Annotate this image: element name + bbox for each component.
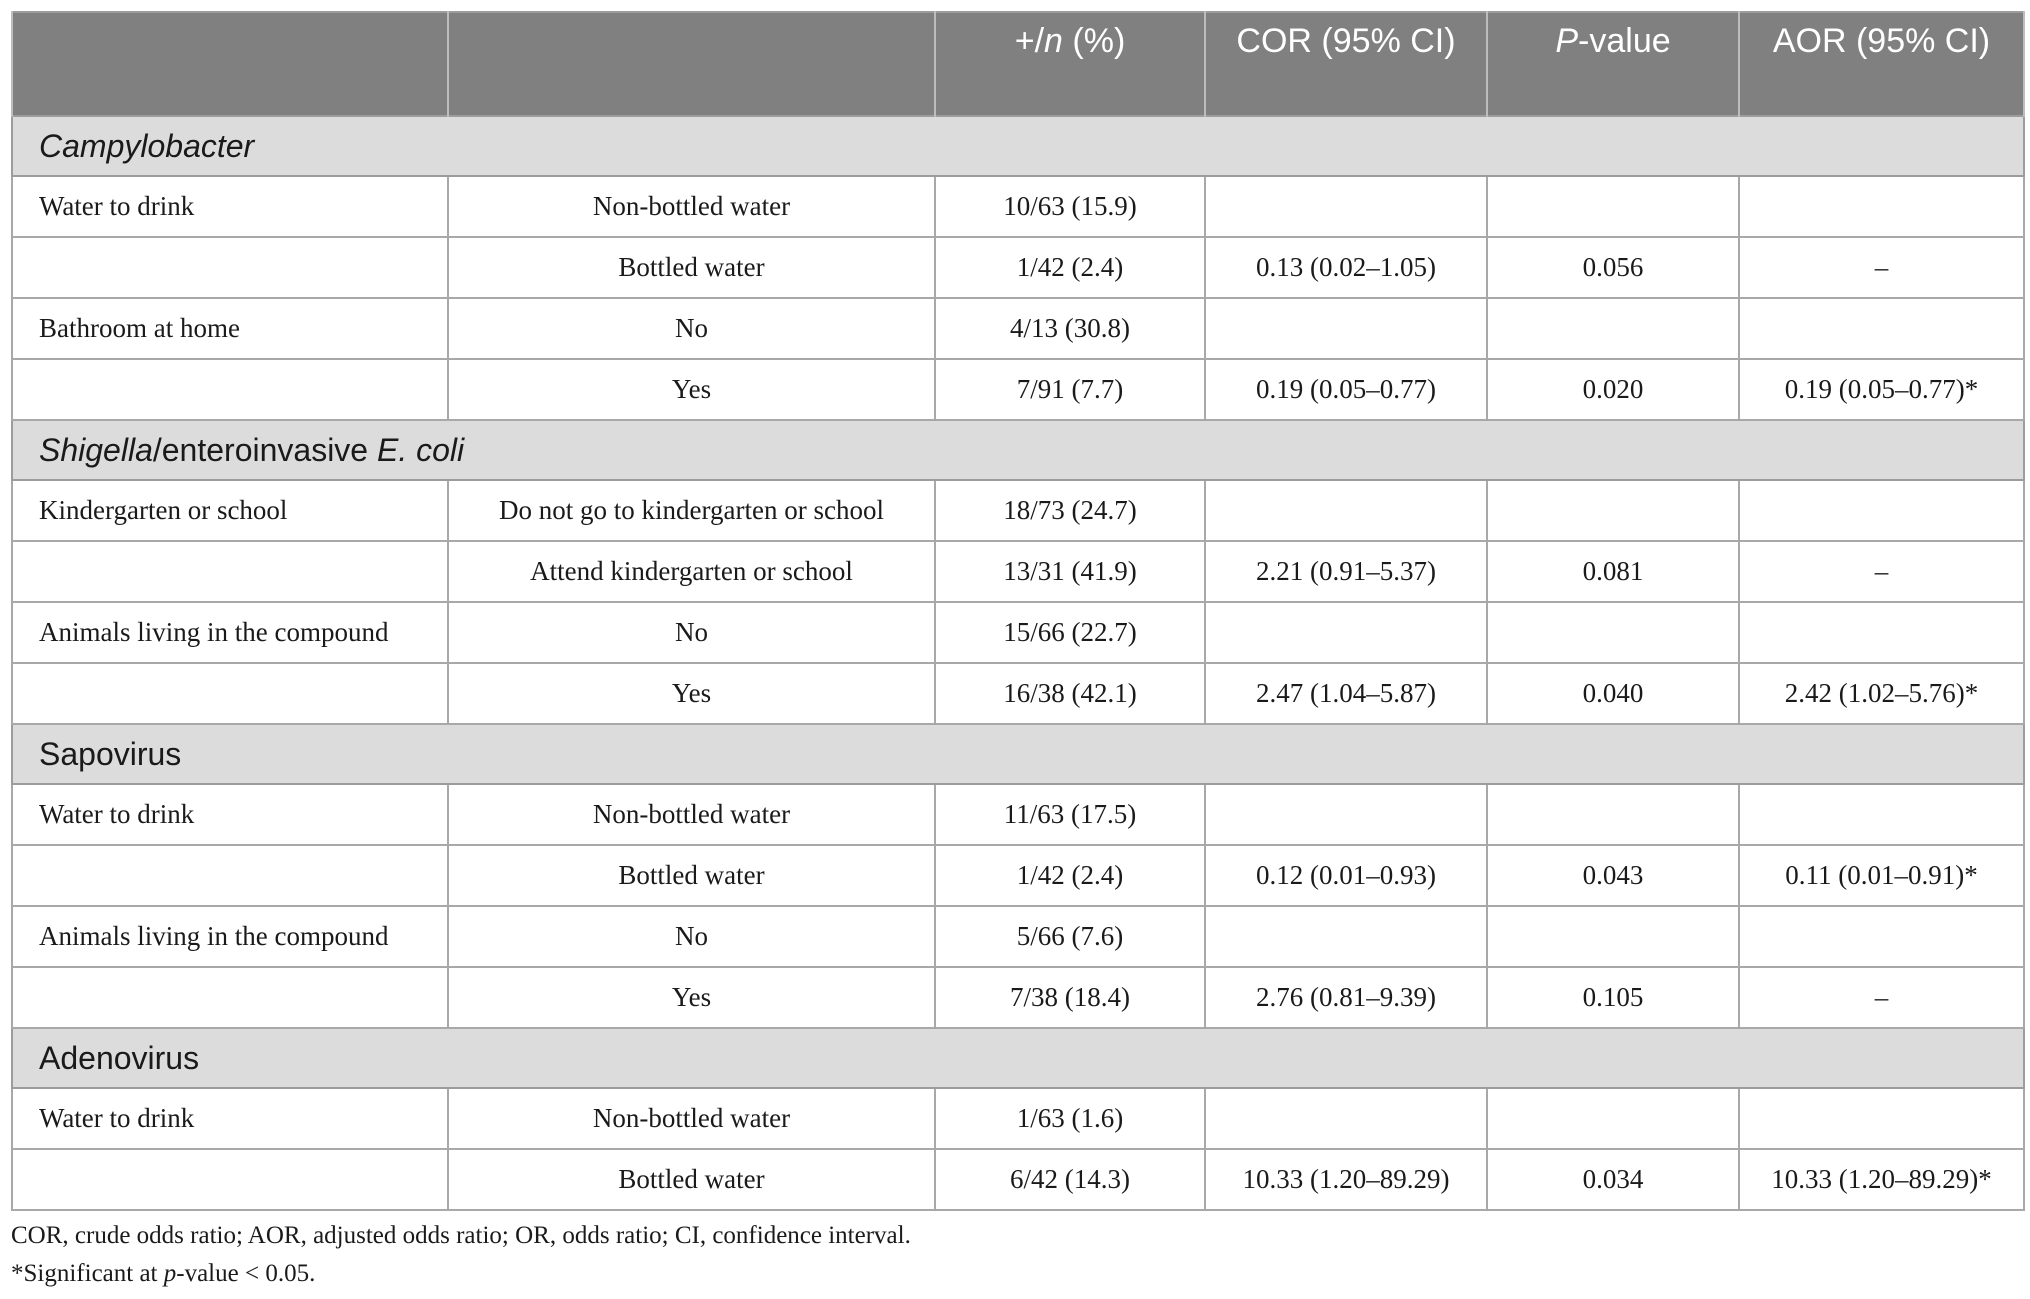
- section-header-row: [12, 420, 2024, 480]
- cell-variable: Kindergarten or school: [12, 480, 448, 541]
- cell-p-value: [1487, 906, 1739, 967]
- cell-variable: Animals living in the compound: [12, 906, 448, 967]
- cell-p-value: [1487, 176, 1739, 237]
- table-row: [12, 541, 2024, 602]
- cell-category: Bottled water: [448, 1149, 935, 1210]
- footnote-abbreviations: COR, crude odds ratio; AOR, adjusted odds ratio; OR, odds ratio; CI, confidence interval.: [11, 1222, 911, 1249]
- table-container: [11, 11, 2023, 1211]
- cell-cor: 2.47 (1.04–5.87): [1205, 663, 1487, 724]
- footnote-significance: [11, 1255, 911, 1293]
- cell-category: Non-bottled water: [448, 1088, 935, 1149]
- cell-variable: [12, 1149, 448, 1210]
- header-p-italic: P: [1555, 22, 1579, 60]
- cell-aor: [1739, 1088, 2024, 1149]
- table-row: [12, 845, 2024, 906]
- cell-aor: [1739, 906, 2024, 967]
- table-row: [12, 176, 2024, 237]
- cell-positive-n: 1/63 (1.6): [935, 1088, 1205, 1149]
- cell-cor: [1205, 298, 1487, 359]
- footnotes: [11, 1217, 911, 1293]
- cell-category: Attend kindergarten or school: [448, 541, 935, 602]
- cell-aor: [1739, 784, 2024, 845]
- cell-variable: [12, 663, 448, 724]
- cell-category: Yes: [448, 967, 935, 1028]
- table-row: [12, 359, 2024, 420]
- cell-variable: Animals living in the compound: [12, 602, 448, 663]
- cell-p-value: 0.020: [1487, 359, 1739, 420]
- cell-positive-n: 16/38 (42.1): [935, 663, 1205, 724]
- section-title-text: Sapovirus: [39, 735, 182, 772]
- footnote-sig-prefix: *Significant at: [11, 1260, 164, 1287]
- cell-p-value: [1487, 784, 1739, 845]
- cell-p-value: [1487, 298, 1739, 359]
- header-p-rest: -value: [1578, 22, 1671, 60]
- cell-positive-n: 5/66 (7.6): [935, 906, 1205, 967]
- cell-variable: [12, 967, 448, 1028]
- cell-cor: [1205, 176, 1487, 237]
- cell-positive-n: 7/38 (18.4): [935, 967, 1205, 1028]
- cell-p-value: 0.081: [1487, 541, 1739, 602]
- table-row: [12, 784, 2024, 845]
- section-header-row: [12, 1028, 2024, 1088]
- header-variable: [12, 12, 448, 116]
- cell-cor: 0.13 (0.02–1.05): [1205, 237, 1487, 298]
- section-title-italic: Shigella: [39, 431, 153, 468]
- section-title: [12, 116, 2024, 176]
- cell-p-value: [1487, 602, 1739, 663]
- cell-category: No: [448, 298, 935, 359]
- cell-variable: Bathroom at home: [12, 298, 448, 359]
- cell-p-value: 0.105: [1487, 967, 1739, 1028]
- footnote-sig-suffix: -value < 0.05.: [176, 1260, 316, 1287]
- footnote-sig-p: p: [163, 1260, 177, 1287]
- cell-cor: 0.19 (0.05–0.77): [1205, 359, 1487, 420]
- cell-aor: [1739, 602, 2024, 663]
- cell-positive-n: 15/66 (22.7): [935, 602, 1205, 663]
- cell-variable: Water to drink: [12, 176, 448, 237]
- cell-p-value: 0.040: [1487, 663, 1739, 724]
- cell-aor: 2.42 (1.02–5.76)*: [1739, 663, 2024, 724]
- header-cor: COR (95% CI): [1205, 12, 1487, 116]
- cell-category: Do not go to kindergarten or school: [448, 480, 935, 541]
- risk-factor-table: [11, 11, 2025, 1211]
- cell-positive-n: 1/42 (2.4): [935, 237, 1205, 298]
- table-row: [12, 1149, 2024, 1210]
- cell-category: Non-bottled water: [448, 784, 935, 845]
- cell-positive-n: 11/63 (17.5): [935, 784, 1205, 845]
- cell-variable: Water to drink: [12, 1088, 448, 1149]
- cell-aor: –: [1739, 541, 2024, 602]
- cell-category: No: [448, 602, 935, 663]
- cell-variable: [12, 845, 448, 906]
- cell-aor: 0.11 (0.01–0.91)*: [1739, 845, 2024, 906]
- section-title-italic: Campylobacter: [39, 127, 255, 164]
- header-n-label: n: [1044, 22, 1063, 60]
- cell-cor: [1205, 784, 1487, 845]
- section-title-text: Adenovirus: [39, 1039, 200, 1076]
- table-row: [12, 237, 2024, 298]
- header-category: [448, 12, 935, 116]
- section-header-row: [12, 724, 2024, 784]
- cell-cor: 0.12 (0.01–0.93): [1205, 845, 1487, 906]
- table-row: [12, 663, 2024, 724]
- section-header-row: [12, 116, 2024, 176]
- table-row: [12, 1088, 2024, 1149]
- cell-cor: 2.21 (0.91–5.37): [1205, 541, 1487, 602]
- section-title: [12, 1028, 2024, 1088]
- header-pct-label: (%): [1062, 22, 1126, 60]
- table-row: [12, 480, 2024, 541]
- cell-aor: 0.19 (0.05–0.77)*: [1739, 359, 2024, 420]
- cell-category: No: [448, 906, 935, 967]
- cell-category: Bottled water: [448, 845, 935, 906]
- cell-positive-n: 13/31 (41.9): [935, 541, 1205, 602]
- cell-cor: [1205, 906, 1487, 967]
- cell-positive-n: 7/91 (7.7): [935, 359, 1205, 420]
- cell-positive-n: 1/42 (2.4): [935, 845, 1205, 906]
- cell-aor: [1739, 176, 2024, 237]
- cell-positive-n: 10/63 (15.9): [935, 176, 1205, 237]
- header-plus-label: +/: [1014, 22, 1045, 60]
- table-row: [12, 602, 2024, 663]
- table-row: [12, 967, 2024, 1028]
- cell-p-value: [1487, 1088, 1739, 1149]
- cell-p-value: 0.056: [1487, 237, 1739, 298]
- header-aor: AOR (95% CI): [1739, 12, 2024, 116]
- cell-variable: [12, 541, 448, 602]
- section-title: [12, 420, 2024, 480]
- cell-category: Non-bottled water: [448, 176, 935, 237]
- cell-aor: –: [1739, 967, 2024, 1028]
- cell-category: Yes: [448, 359, 935, 420]
- cell-cor: 10.33 (1.20–89.29): [1205, 1149, 1487, 1210]
- table-row: [12, 298, 2024, 359]
- section-title: [12, 724, 2024, 784]
- cell-cor: [1205, 1088, 1487, 1149]
- cell-aor: [1739, 480, 2024, 541]
- cell-variable: [12, 359, 448, 420]
- cell-p-value: 0.043: [1487, 845, 1739, 906]
- table-row: [12, 906, 2024, 967]
- cell-positive-n: 4/13 (30.8): [935, 298, 1205, 359]
- table-header-row: [12, 12, 2024, 116]
- cell-p-value: [1487, 480, 1739, 541]
- header-positive-n: [935, 12, 1205, 116]
- header-p-value: [1487, 12, 1739, 116]
- cell-aor: 10.33 (1.20–89.29)*: [1739, 1149, 2024, 1210]
- cell-variable: [12, 237, 448, 298]
- cell-cor: 2.76 (0.81–9.39): [1205, 967, 1487, 1028]
- cell-aor: –: [1739, 237, 2024, 298]
- cell-variable: Water to drink: [12, 784, 448, 845]
- cell-cor: [1205, 602, 1487, 663]
- cell-positive-n: 18/73 (24.7): [935, 480, 1205, 541]
- cell-cor: [1205, 480, 1487, 541]
- table-body: [12, 116, 2024, 1210]
- cell-positive-n: 6/42 (14.3): [935, 1149, 1205, 1210]
- section-title-italic-2: E. coli: [376, 431, 465, 468]
- cell-aor: [1739, 298, 2024, 359]
- section-title-text: /enteroinvasive: [152, 431, 377, 468]
- cell-category: Yes: [448, 663, 935, 724]
- cell-category: Bottled water: [448, 237, 935, 298]
- cell-p-value: 0.034: [1487, 1149, 1739, 1210]
